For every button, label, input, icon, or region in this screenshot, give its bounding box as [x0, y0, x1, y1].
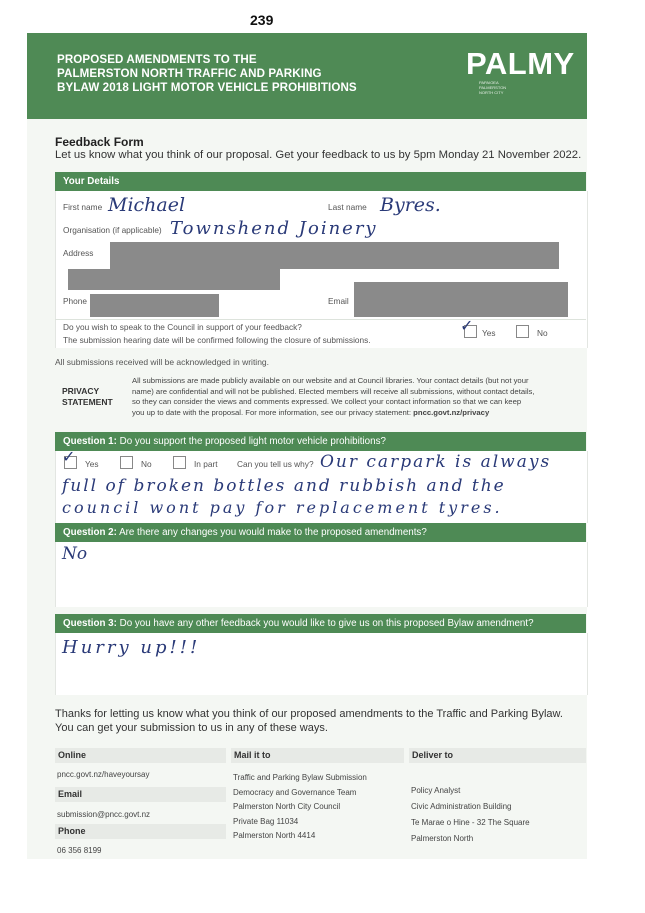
- q3-answer[interactable]: Hurry up!!!: [62, 637, 201, 658]
- email-label: Email: [328, 296, 349, 306]
- thanks-line: You can get your submission to us in any of these ways.: [55, 722, 328, 734]
- online-link[interactable]: pncc.govt.nz/haveyoursay: [57, 770, 150, 779]
- q1-no-label: No: [141, 459, 152, 469]
- banner-title-line: PALMERSTON NORTH TRAFFIC AND PARKING: [57, 67, 322, 80]
- phone-number: 06 356 8199: [57, 846, 102, 855]
- first-name-label: First name: [63, 202, 103, 212]
- address-redaction-2: [68, 269, 280, 290]
- email-header: Email: [55, 787, 226, 802]
- deliver-line: Te Marae o Hine - 32 The Square: [411, 818, 530, 827]
- question-2-text: Are there any changes you would make to the proposed amendments?: [119, 527, 427, 538]
- q1-answer-line[interactable]: council wont pay for replacement tyres.: [62, 498, 503, 517]
- mail-line: Democracy and Governance Team: [233, 787, 357, 797]
- q1-in-part-checkbox[interactable]: [173, 456, 186, 469]
- your-details-title: Your Details: [63, 176, 120, 187]
- logo-subtext: PAPAIOEA PALMERSTON NORTH CITY: [479, 80, 507, 95]
- q1-in-part-label: In part: [194, 459, 218, 469]
- thanks-text: [55, 707, 563, 735]
- email-link[interactable]: submission@pncc.govt.nz: [57, 810, 151, 819]
- last-name-field[interactable]: Byres.: [380, 194, 441, 216]
- question-3-label: Question 3:: [63, 618, 117, 629]
- mail-line: Private Bag 11034: [233, 816, 299, 826]
- q2-answer[interactable]: No: [62, 544, 88, 564]
- privacy-label-line: PRIVACY: [62, 386, 100, 396]
- deliver-header: Deliver to: [409, 748, 586, 763]
- privacy-line: so they can consider the views and comments expressed. We collect your contact information so that we can keep: [132, 397, 522, 406]
- q1-answer-line[interactable]: Our carpark is always: [320, 452, 552, 472]
- phone-redaction: [90, 294, 219, 317]
- check-mark-icon: ✓: [460, 316, 474, 335]
- form-title: Feedback Form: [55, 135, 144, 149]
- deliver-line: Civic Administration Building: [411, 802, 512, 811]
- email-redaction: [354, 282, 568, 317]
- privacy-statement: [132, 376, 582, 418]
- last-name-label: Last name: [328, 202, 367, 212]
- privacy-label-line: STATEMENT: [62, 397, 113, 407]
- mail-header: Mail it to: [231, 748, 404, 763]
- privacy-line-text: you up to date with the proposal. For more information, see our privacy statement:: [132, 407, 412, 417]
- banner-title: [57, 53, 447, 95]
- palmy-logo: PALMY: [466, 46, 575, 81]
- banner-title-line: PROPOSED AMENDMENTS TO THE: [57, 53, 257, 66]
- speak-question: Do you wish to speak to the Council in support of your feedback?: [63, 322, 302, 332]
- your-details-header: [55, 172, 586, 191]
- divider: [55, 319, 586, 320]
- q1-yes-label: Yes: [85, 459, 99, 469]
- banner-title-line: BYLAW 2018 LIGHT MOTOR VEHICLE PROHIBITIONS: [57, 81, 357, 94]
- question-2-header: [55, 523, 586, 542]
- question-3-header: [55, 614, 586, 633]
- online-header: Online: [55, 748, 226, 763]
- address-redaction: [110, 242, 559, 269]
- deliver-line: Policy Analyst: [411, 786, 461, 795]
- mail-line: Palmerston North 4414: [233, 831, 316, 840]
- question-1-header: [55, 432, 586, 451]
- question-2-label: Question 2:: [63, 527, 117, 538]
- deliver-line: Palmerston North: [411, 834, 474, 843]
- privacy-line: [132, 408, 582, 419]
- privacy-link[interactable]: pncc.govt.nz/privacy: [413, 407, 490, 417]
- form-intro: Let us know what you think of our proposal. Get your feedback to us by 5pm Monday 21 November 2022.: [55, 149, 582, 161]
- page-number: 239: [250, 12, 274, 28]
- question-1-text: Do you support the proposed light motor vehicle prohibitions?: [119, 436, 386, 447]
- thanks-line: Thanks for letting us know what you think of our proposed amendments to the Traffic and Parking Bylaw.: [55, 708, 563, 720]
- organisation-label: Organisation (if applicable): [63, 225, 162, 235]
- privacy-line: All submissions are made publicly available on our website and at Council libraries. Your contact details (but not your: [132, 376, 529, 385]
- question-2-panel: [55, 542, 588, 607]
- mail-line: Palmerston North City Council: [233, 802, 341, 811]
- mail-address: [233, 771, 367, 844]
- speak-yes-label: Yes: [482, 328, 496, 338]
- phone-label: Phone: [63, 296, 87, 306]
- speak-no-label: No: [537, 328, 548, 338]
- organisation-field[interactable]: Townshend Joinery: [170, 218, 378, 239]
- q1-answer-line[interactable]: full of broken bottles and rubbish and the: [62, 476, 506, 496]
- speak-note: The submission hearing date will be confirmed following the closure of submissions.: [63, 335, 371, 345]
- mail-line: Traffic and Parking Bylaw Submission: [233, 773, 367, 782]
- check-mark-icon: ✓: [62, 447, 76, 466]
- deliver-address: [411, 783, 530, 847]
- question-1-label: Question 1:: [63, 436, 117, 447]
- phone-header: Phone: [55, 824, 226, 839]
- q1-why-label: Can you tell us why?: [237, 459, 314, 469]
- acknowledgement: All submissions received will be acknowledged in writing.: [55, 357, 270, 367]
- q1-no-checkbox[interactable]: [120, 456, 133, 469]
- speak-no-checkbox[interactable]: [516, 325, 529, 338]
- privacy-line: name) are confidential and will not be published. Elected members will receive all submissions, without contact details,: [132, 386, 535, 396]
- privacy-label: [62, 386, 113, 408]
- address-label: Address: [63, 248, 94, 258]
- question-3-text: Do you have any other feedback you would like to give us on this proposed Bylaw amendment?: [119, 618, 534, 629]
- first-name-field[interactable]: Michael: [108, 194, 186, 216]
